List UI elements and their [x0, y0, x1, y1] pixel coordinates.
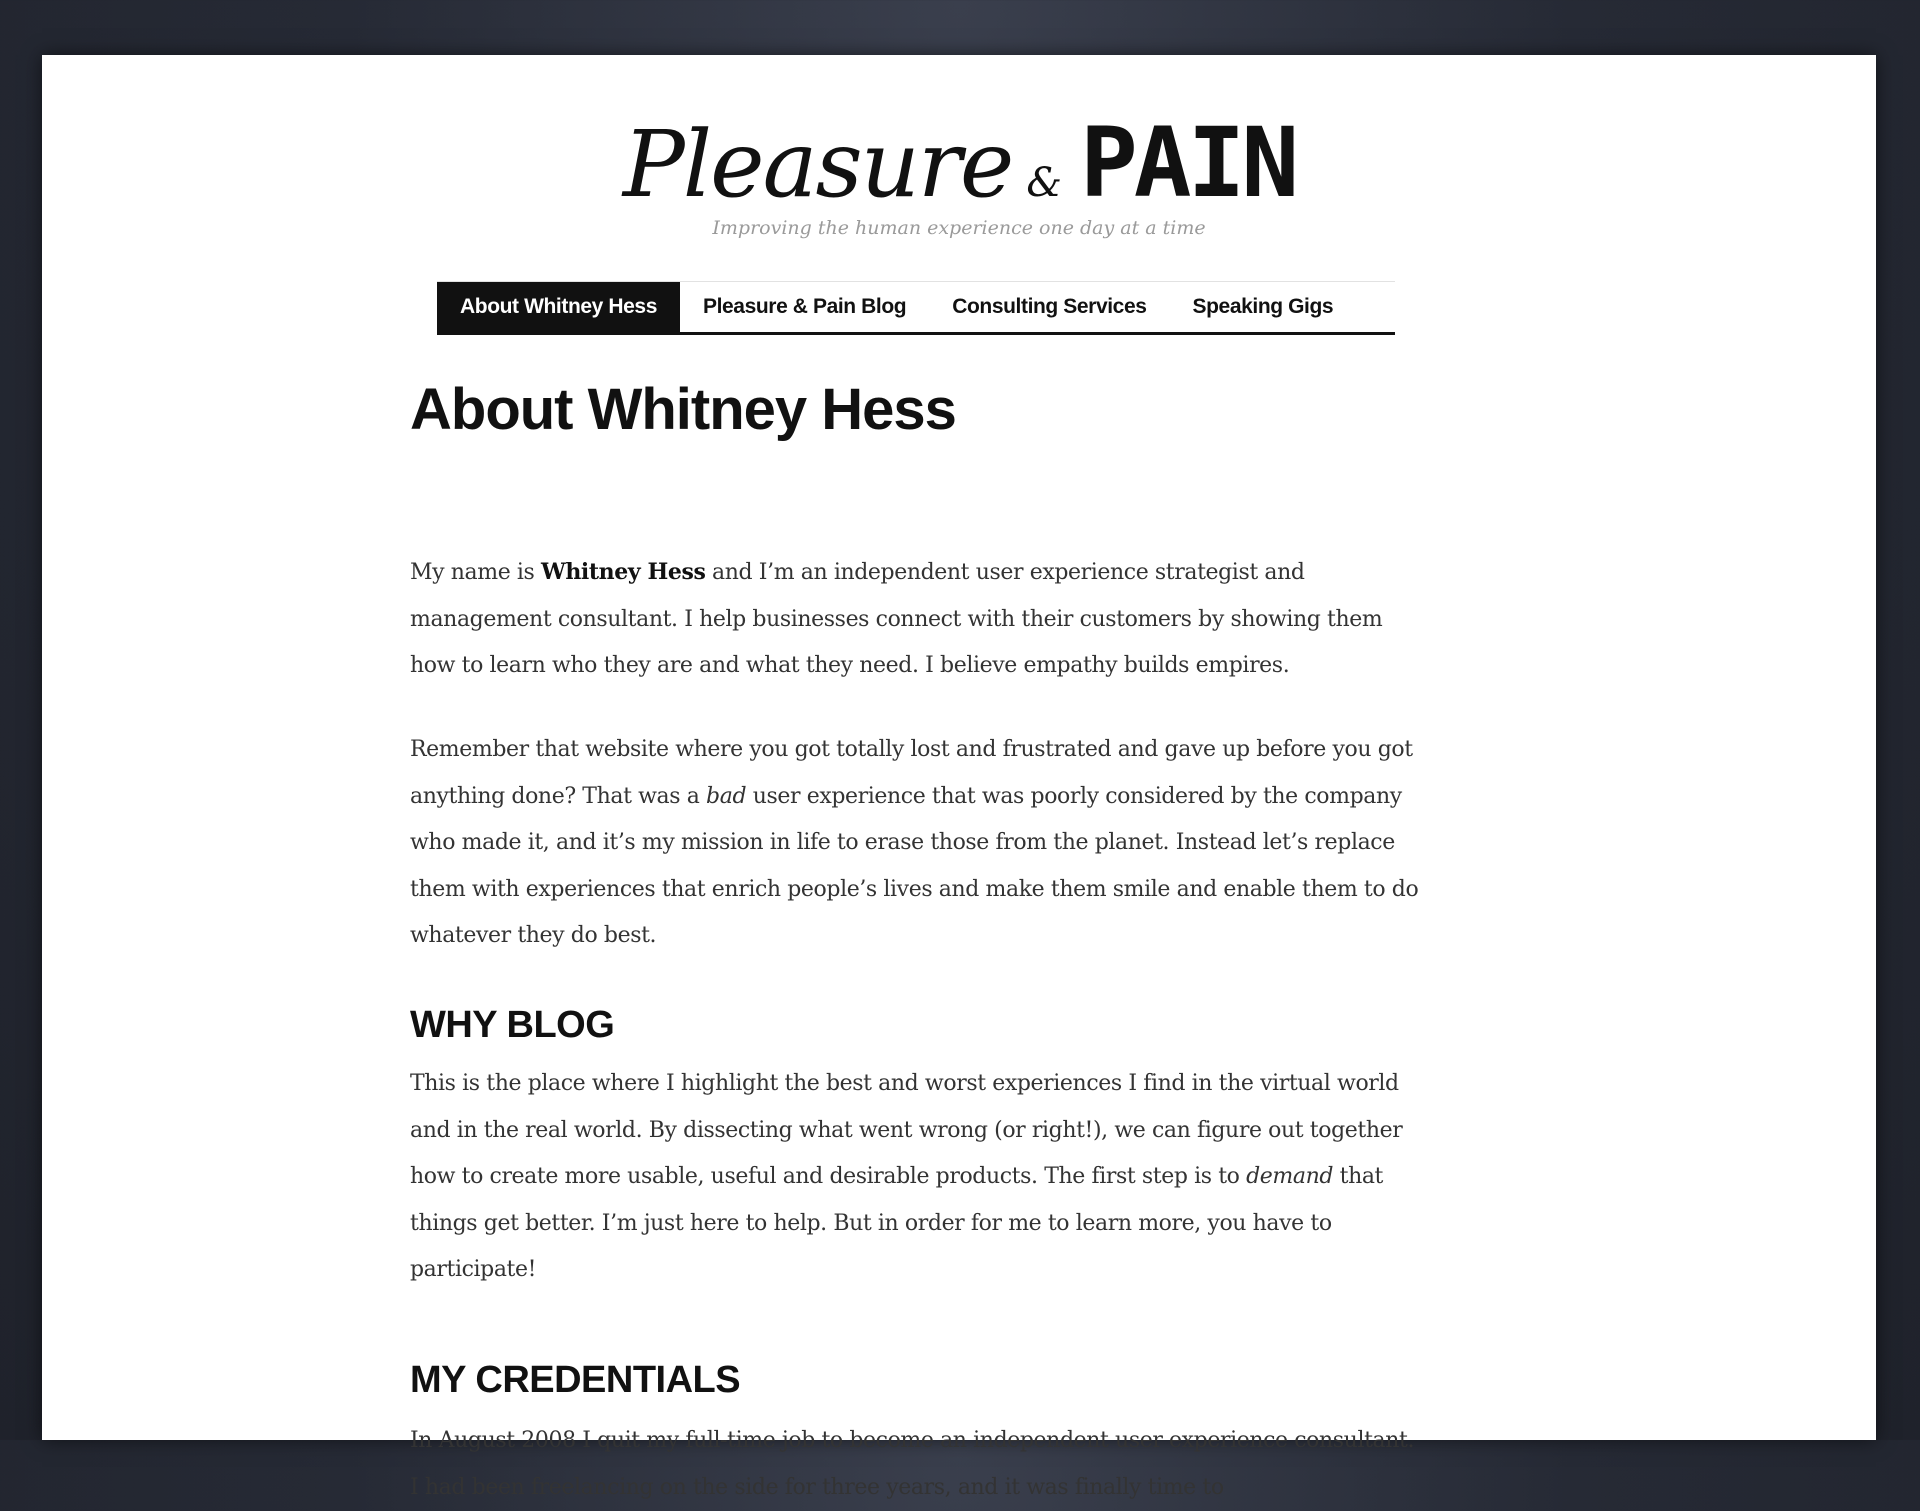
logo-pain-text: PAIN [1079, 107, 1296, 219]
intro-paragraph [410, 549, 1420, 690]
credentials-paragraph: In August 2008 I quit my full-time job to become an independent user experience consultant. I had been freelancing on the side for three years, and it was finally time to [410, 1428, 1415, 1500]
browser-page [42, 55, 1876, 1500]
mission-text-end: user experience that was poorly considered by the company who made it, and it’s my mission in life to erase those from the planet. Instead let’s replace them with experiences that enrich people’s lives and make them smile and enable them to do whatever they do best. [410, 783, 1419, 948]
intro-name-bold: Whitney Hess [541, 559, 706, 585]
logo-ampersand: & [1026, 160, 1062, 206]
why-emphasis: demand [1246, 1164, 1334, 1189]
nav-item-speaking[interactable]: Speaking Gigs [1192, 295, 1334, 318]
mission-text-start: Remember that website where you got totally lost and frustrated and gave up before you got anything done? That was a [410, 737, 1413, 809]
mission-emphasis: bad [706, 783, 747, 809]
main-nav [437, 281, 1395, 335]
credentials-heading: MY CREDENTIALS [410, 1359, 741, 1401]
why-blog-heading: WHY BLOG [410, 1004, 615, 1046]
site-tagline: Improving the human experience one day at a time [712, 217, 1206, 239]
main-content [410, 375, 1419, 1500]
why-text-end: that things get better. I’m just here to help. But in order for me to learn more, you have to participate! [410, 1164, 1383, 1282]
intro-text-end: and I’m an independent user experience strategist and management consultant. I help businesses connect with their customers by showing them how to learn who they are and what they need. I believe empathy builds empires. [410, 560, 1383, 678]
mission-paragraph [410, 727, 1420, 960]
page-title: About Whitney Hess [410, 377, 956, 442]
nav-item-consulting[interactable]: Consulting Services [952, 295, 1147, 318]
intro-text-start: My name is [410, 560, 542, 585]
why-text-start: This is the place where I highlight the best and worst experiences I find in the virtual world and in the real world. By dissecting what went wrong (or right!), we can figure out together how to create more usable, useful and desirable products. The first step is to [410, 1071, 1403, 1189]
logo-script-text: Pleasure [622, 111, 1013, 218]
nav-item-about[interactable]: About Whitney Hess [437, 282, 680, 332]
why-blog-paragraph [410, 1061, 1420, 1294]
site-logo[interactable] [42, 107, 1876, 219]
nav-item-blog[interactable]: Pleasure & Pain Blog [702, 295, 907, 318]
